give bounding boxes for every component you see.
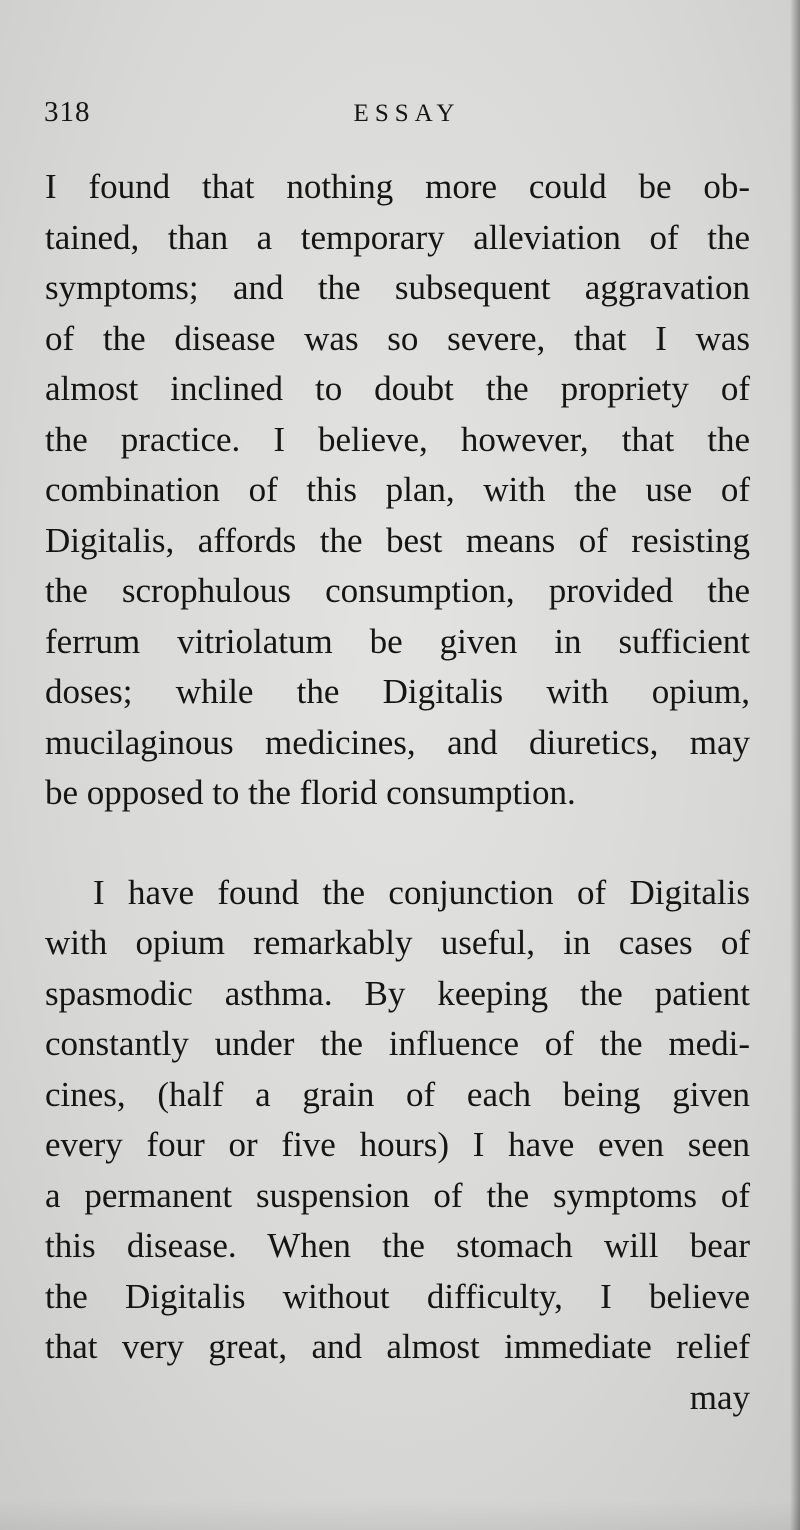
text-line: that very great, and almost immediate relief: [45, 1327, 750, 1366]
text-line: the practice. I believe, however, that the: [45, 419, 750, 459]
text-line: symptoms; and the subsequent aggravation: [45, 268, 750, 307]
text-line: mucilaginous medicines, and diuretics, may: [45, 722, 750, 762]
text-line: Digitalis, affords the best means of resisting: [45, 520, 750, 560]
text-line: with opium remarkably useful, in cases of: [45, 923, 750, 962]
page-number: 318: [44, 96, 91, 128]
text-line: the scrophulous consumption, provided the: [45, 571, 750, 610]
text-line: constantly under the influence of the medi-: [45, 1024, 750, 1063]
text-line: tained, than a temporary alleviation of the: [45, 217, 750, 257]
body-text: [45, 162, 750, 1423]
text-line: ferrum vitriolatum be given in sufficient: [45, 621, 750, 661]
catchword: may: [689, 1377, 750, 1417]
page-bottom-shade: [0, 1500, 800, 1530]
paragraph: [45, 162, 750, 819]
paragraph: [45, 868, 750, 1373]
page-edge-shadow: [790, 0, 800, 1530]
text-line: I found that nothing more could be ob-: [45, 167, 750, 206]
running-head: ESSAY: [353, 100, 461, 127]
text-line: the Digitalis without difficulty, I believe: [45, 1276, 750, 1316]
text-line: doses; while the Digitalis with opium,: [45, 672, 750, 711]
text-line: spasmodic asthma. By keeping the patient: [45, 973, 750, 1013]
text-line: almost inclined to doubt the propriety of: [45, 369, 750, 408]
text-line: be opposed to the florid consumption.: [45, 773, 576, 812]
paragraph-gap: [45, 819, 750, 868]
text-line: I have found the conjunction of Digitalis: [93, 872, 750, 912]
text-line: this disease. When the stomach will bear: [45, 1226, 750, 1265]
text-line: a permanent suspension of the symptoms of: [45, 1175, 750, 1215]
text-line: combination of this plan, with the use of: [45, 470, 750, 509]
text-line: of the disease was so severe, that I was: [45, 318, 750, 358]
text-line: every four or five hours) I have even seen: [45, 1125, 750, 1164]
text-line: cines, (half a grain of each being given: [45, 1074, 750, 1114]
